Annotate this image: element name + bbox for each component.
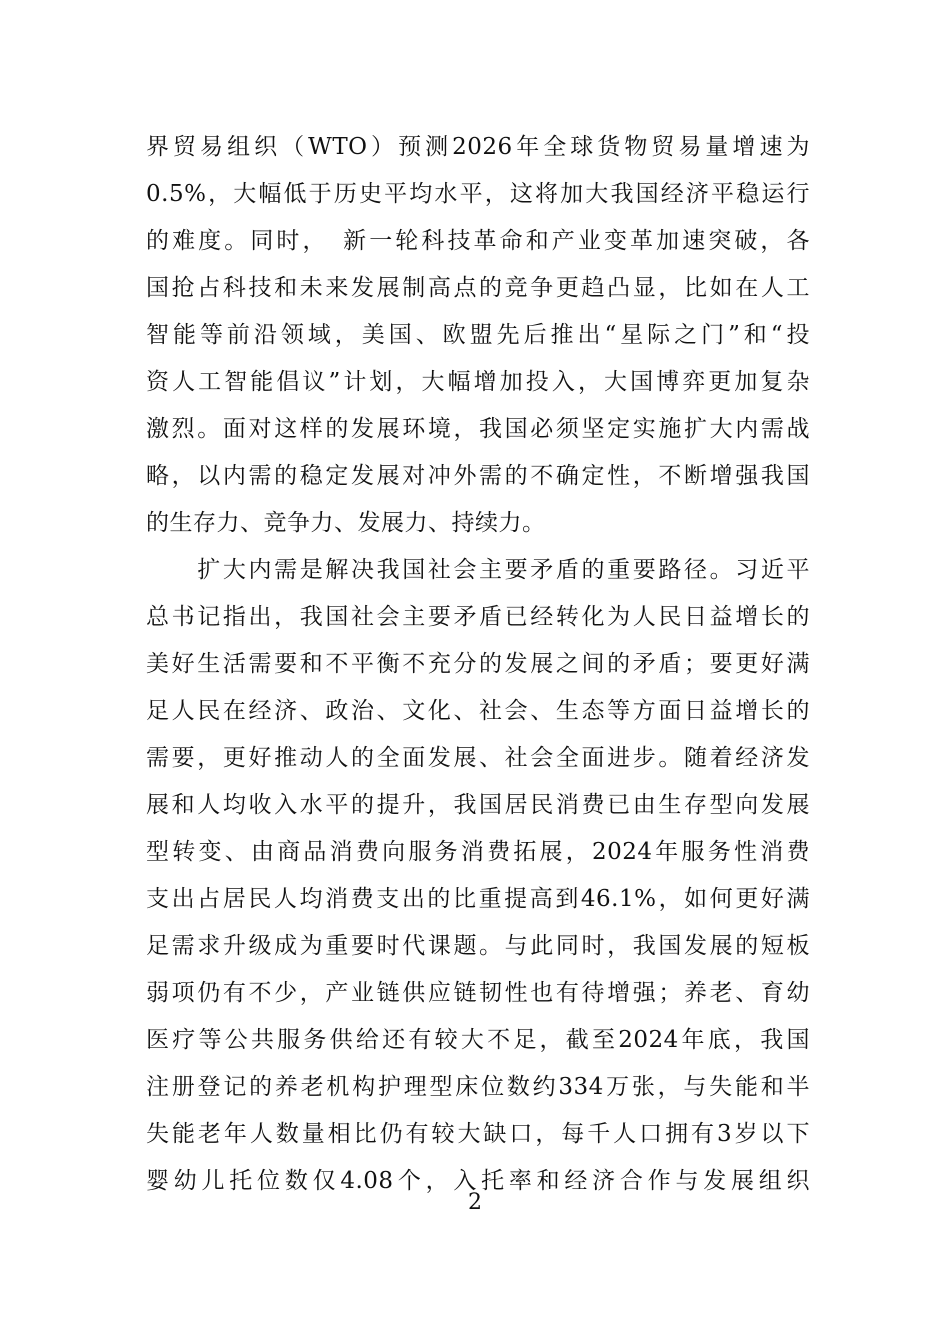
text-line: 失能老年人数量相比仍有较大缺口，每千人口拥有3岁以下 bbox=[146, 1121, 810, 1147]
text-line: 展和人均收入水平的提升，我国居民消费已由生存型向发展 bbox=[146, 792, 810, 818]
text-line: 国抢占科技和未来发展制高点的竞争更趋凸显，比如在人工 bbox=[146, 275, 810, 301]
paragraph-1 bbox=[146, 124, 810, 547]
text-line: 界贸易组织（WTO）预测2026年全球货物贸易量增速为 bbox=[146, 134, 810, 160]
text-line: 的生存力、竞争力、发展力、持续力。 bbox=[146, 510, 546, 536]
text-line: 支出占居民人均消费支出的比重提高到46.1%，如何更好满 bbox=[146, 886, 810, 912]
text-line: 医疗等公共服务供给还有较大不足，截至2024年底，我国 bbox=[146, 1027, 810, 1053]
text-line: 略，以内需的稳定发展对冲外需的不确定性，不断增强我国 bbox=[146, 463, 810, 489]
text-line: 美好生活需要和不平衡不充分的发展之间的矛盾；要更好满 bbox=[146, 651, 810, 677]
text-line: 0.5%，大幅低于历史平均水平，这将加大我国经济平稳运行 bbox=[146, 181, 810, 207]
page-number: 2 bbox=[468, 1190, 482, 1215]
text-line: 婴幼儿托位数仅4.08个，入托率和经济合作与发展组织 bbox=[146, 1168, 810, 1194]
text-line: 足需求升级成为重要时代课题。与此同时，我国发展的短板 bbox=[146, 933, 810, 959]
text-line: 智能等前沿领域，美国、欧盟先后推出“星际之门”和“投 bbox=[146, 322, 810, 348]
text-line: 弱项仍有不少，产业链供应链韧性也有待增强；养老、育幼 bbox=[146, 980, 810, 1006]
text-line: 总书记指出，我国社会主要矛盾已经转化为人民日益增长的 bbox=[146, 604, 810, 630]
paragraph-2 bbox=[146, 547, 810, 1205]
text-line: 需要，更好推动人的全面发展、社会全面进步。随着经济发 bbox=[146, 745, 810, 771]
text-line: 资人工智能倡议”计划，大幅增加投入，大国博弈更加复杂 bbox=[146, 369, 810, 395]
text-line: 型转变、由商品消费向服务消费拓展，2024年服务性消费 bbox=[146, 839, 810, 865]
text-line: 扩大内需是解决我国社会主要矛盾的重要路径。习近平 bbox=[146, 557, 810, 583]
text-line: 的难度。同时， 新一轮科技革命和产业变革加速突破，各 bbox=[146, 228, 810, 254]
text-line: 足人民在经济、政治、文化、社会、生态等方面日益增长的 bbox=[146, 698, 810, 724]
text-line: 注册登记的养老机构护理型床位数约334万张，与失能和半 bbox=[146, 1074, 810, 1100]
text-line: 激烈。面对这样的发展环境，我国必须坚定实施扩大内需战 bbox=[146, 416, 810, 442]
